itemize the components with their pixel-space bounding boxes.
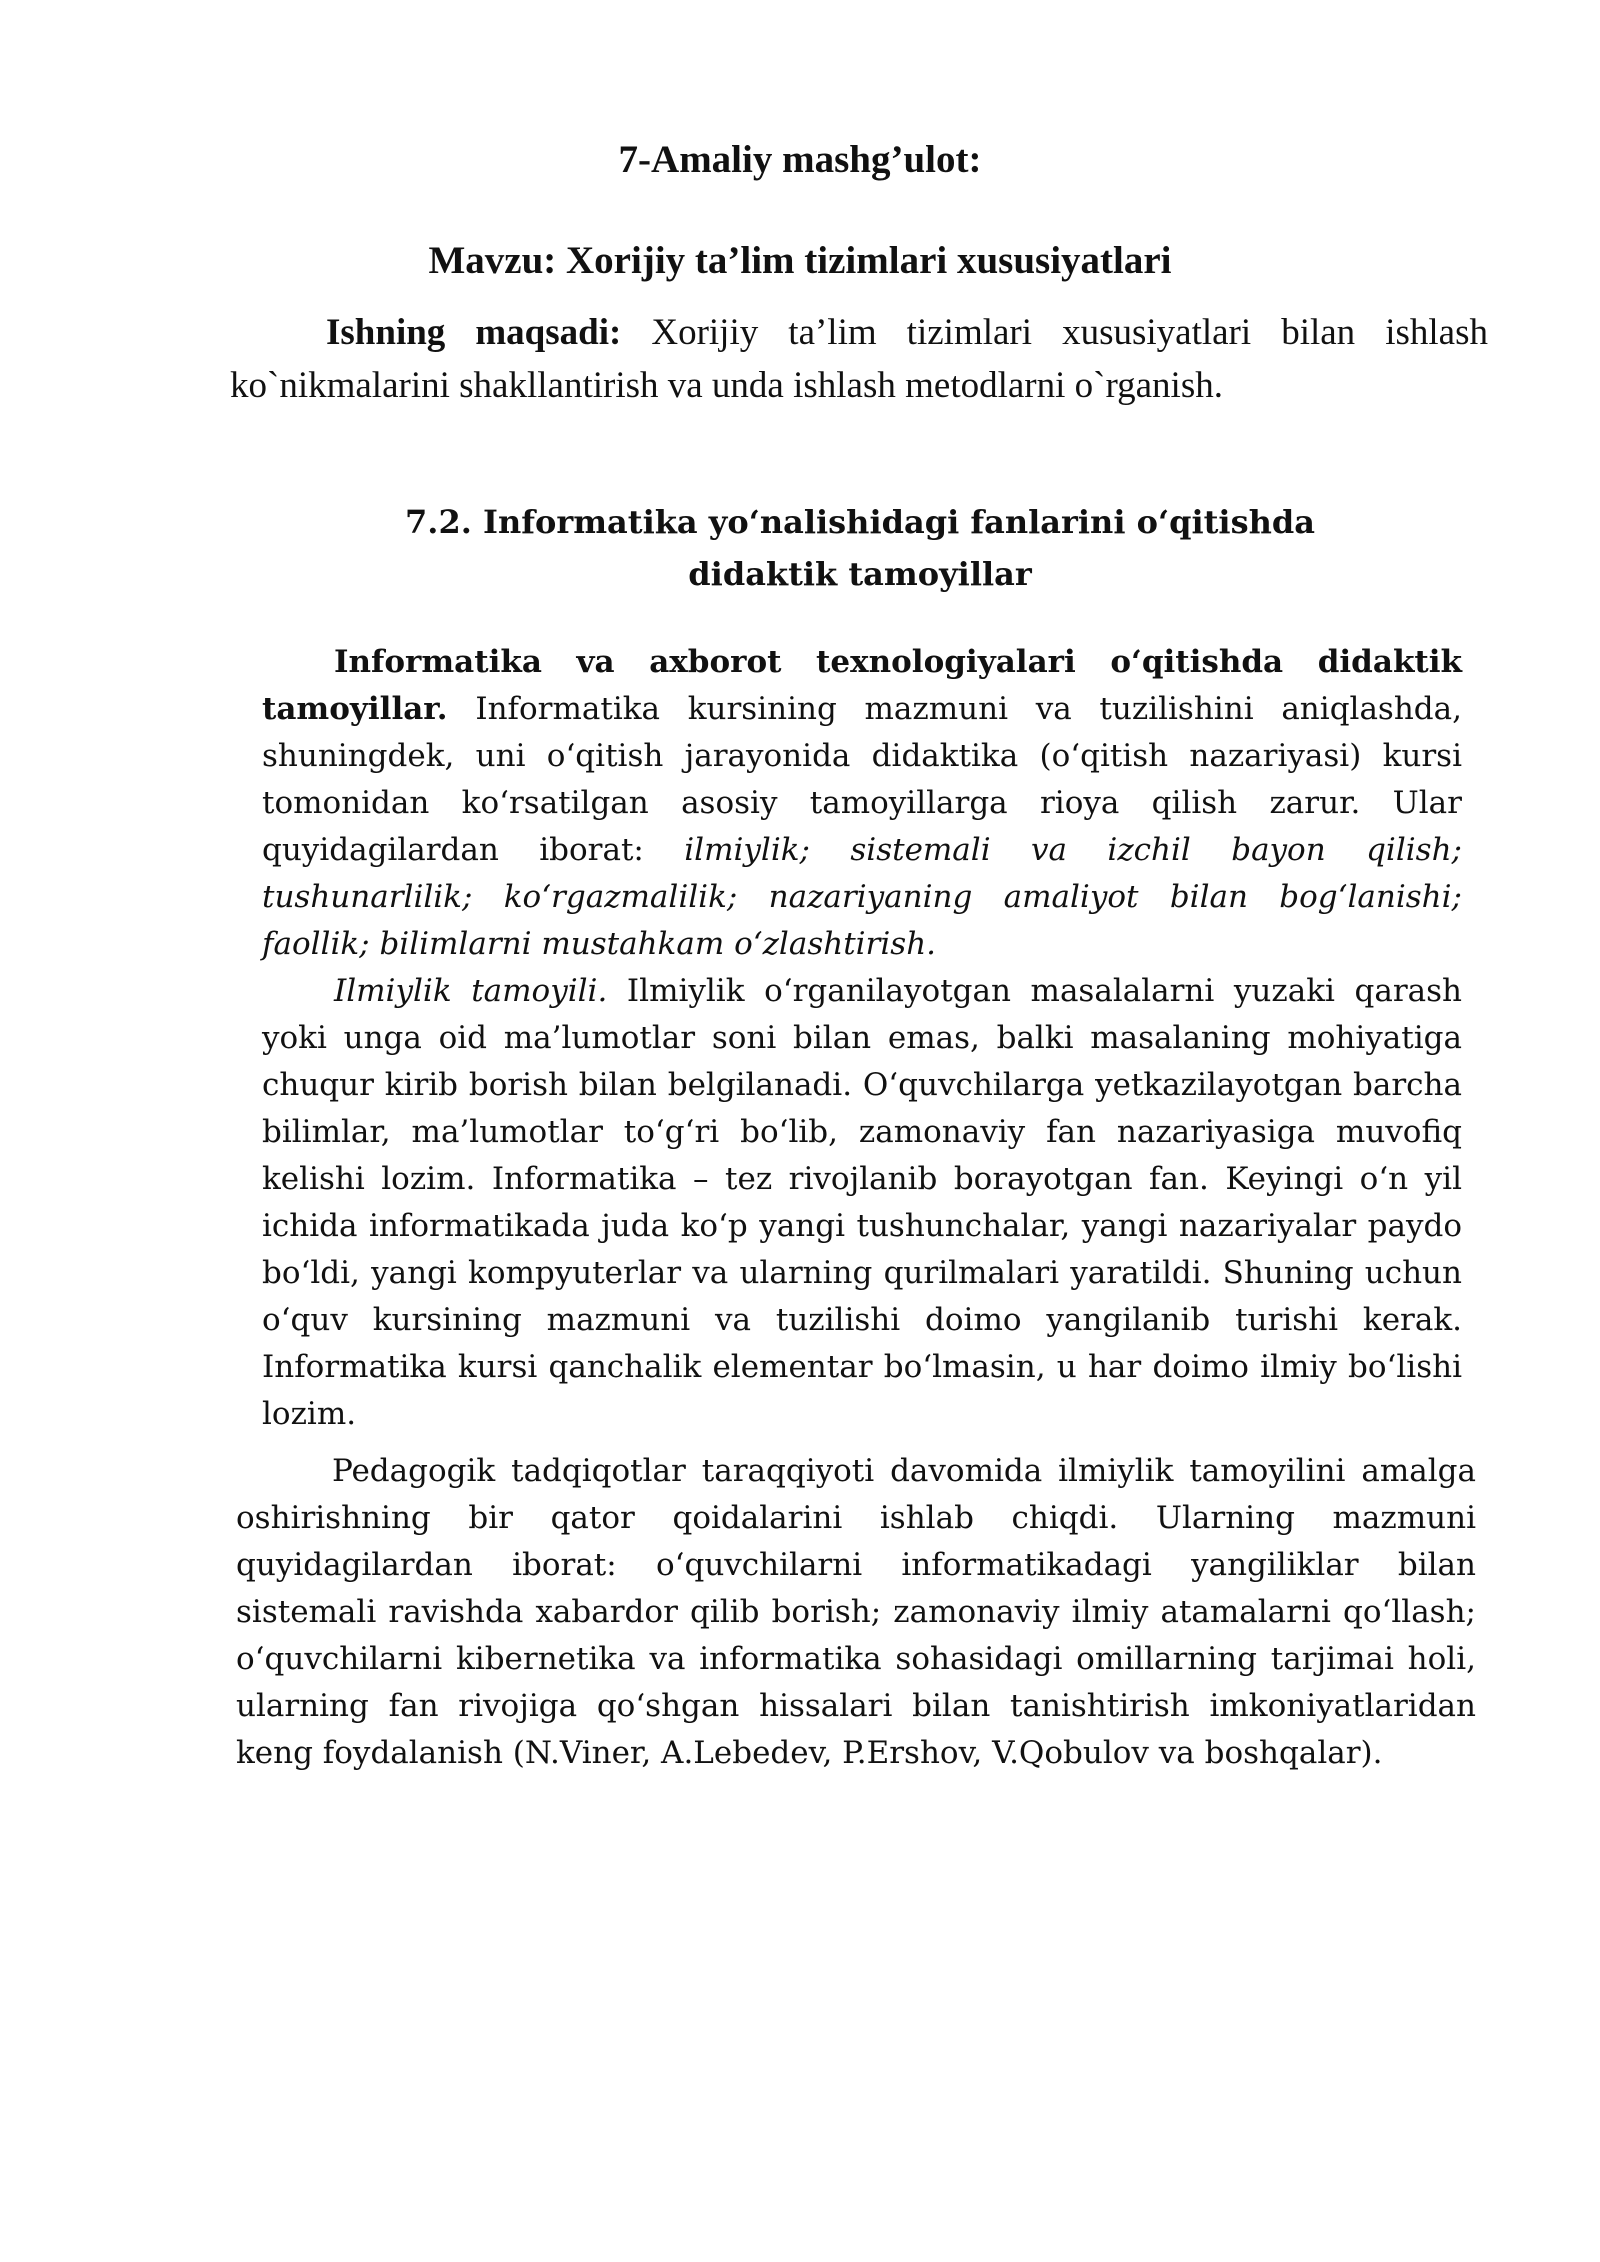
paragraph-principles-lead: Informatika va axborot texnologiyalari o‘qitishda didaktik tamoyillar.	[262, 644, 1462, 727]
section-heading	[260, 496, 1460, 600]
paragraph-scientific-principle	[262, 968, 1462, 1438]
section-heading-line-1: 7.2. Informatika yo‘nalishidagi fanlarini o‘qitishda	[405, 503, 1315, 541]
paragraph-pedagogical-research: Pedagogik tadqiqotlar taraqqiyoti davomida ilmiylik tamoyilini amalga oshirishning bir qator qoidalarini ishlab chiqdi. Ularning mazmuni quyidagilardan iborat: o‘quvchilarni informatikadagi yangiliklar bilan sistemali ravishda xabardor qilib borish; zamonaviy ilmiy atamalarni qo‘llash; o‘quvchilarni kibernetika va informatika sohasidagi omillarning tarjimai holi, ularning fan rivojiga qo‘shgan hissalari bilan tanishtirish imkoniyatlaridan keng foydalanish (N.Viner, A.Lebedev, P.Ershov, V.Qobulov va boshqalar).	[236, 1453, 1476, 1771]
page-title: 7-Amaliy mashg’ulot:	[618, 138, 982, 181]
goal-label: Ishning maqsadi:	[326, 312, 622, 353]
paragraph-principles	[262, 639, 1462, 968]
section-heading-line-2: didaktik tamoyillar	[688, 555, 1032, 593]
goal-paragraph	[230, 306, 1488, 412]
principles-list: ilmiylik; sistemali va izchil bayon qilish; tushunarlilik; ko‘rgazmalilik; nazariyaning amaliyot bilan bog‘lanishi; faollik; bilimlarni mustahkam o‘zlashtirish.	[262, 832, 1462, 962]
goal-text: Xorijiy ta’lim tizimlari xususiyatlari bilan ishlash ko`nikmalarini shakllantirish va unda ishlash metodlarni o`rganish.	[230, 312, 1488, 406]
paragraph-scientific-text: Ilmiylik o‘rganilayotgan masalalarni yuzaki qarash yoki unga oid ma’lumotlar soni bilan emas, balki masalaning mohiyatiga chuqur kirib borish bilan belgilanadi. O‘quvchilarga yetkazilayotgan barcha bilimlar, ma’lumotlar to‘g‘ri bo‘lib, zamonaviy fan nazariyasiga muvofiq kelishi lozim. Informatika – tez rivojlanib borayotgan fan. Keyingi o‘n yil ichida informatikada juda ko‘p yangi tushunchalar, yangi nazariyalar paydo bo‘ldi, yangi kompyuterlar va ularning qurilmalari yaratildi. Shuning uchun o‘quv kursining mazmuni va tuzilishi doimo yangilanib turishi kerak. Informatika kursi qanchalik elementar bo‘lmasin, u har doimo ilmiy bo‘lishi lozim.	[262, 973, 1462, 1432]
paragraph-principles-text: Informatika kursining mazmuni va tuzilishini aniqlashda, shuningdek, uni o‘qitish jarayonida didaktika (o‘qitish nazariyasi) kursi tomonidan ko‘rsatilgan asosiy tamoyillarga rioya qilish zarur. Ular quyidagilardan iborat:	[262, 691, 1462, 868]
paragraph-scientific-lead: Ilmiylik tamoyili.	[334, 973, 608, 1009]
topic-heading: Mavzu: Xorijiy ta’lim tizimlari xususiyatlari	[428, 239, 1172, 282]
